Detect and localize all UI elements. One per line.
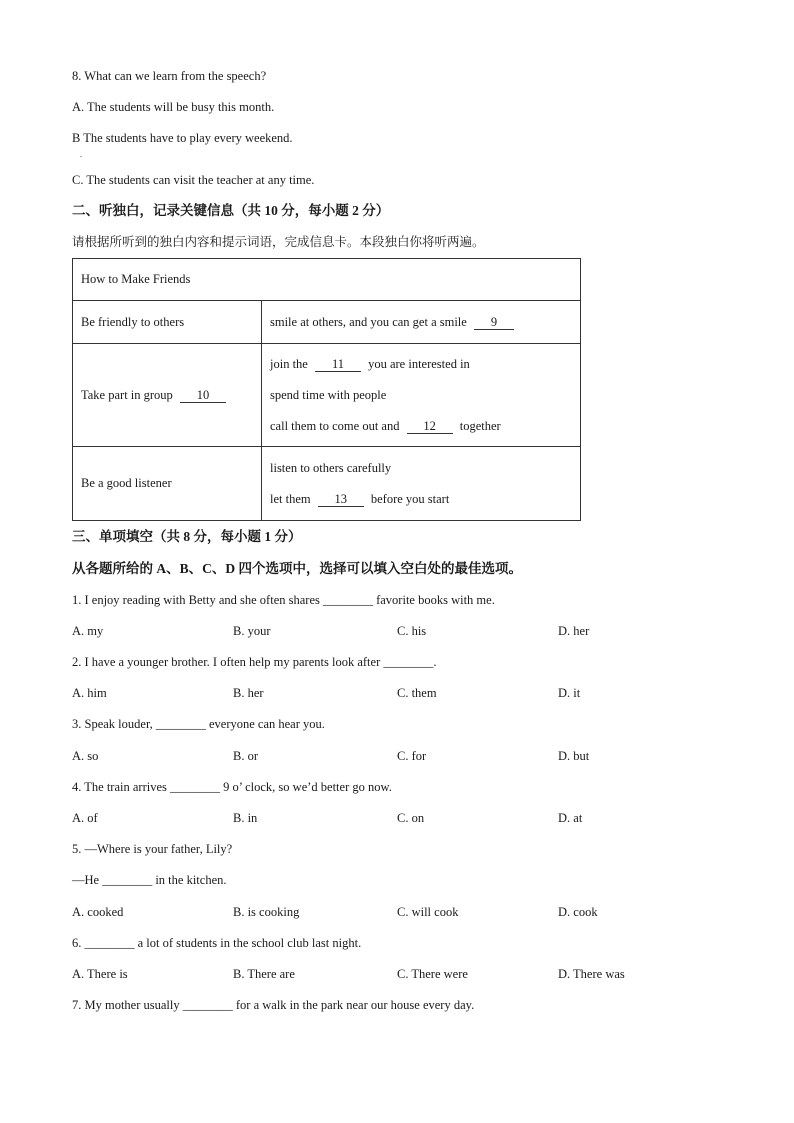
- question-8-option-b: B The students have to play every weekend.: [72, 131, 293, 145]
- question-6-option-c[interactable]: C. There were: [397, 967, 468, 981]
- section-3-instruction: 从各题所给的 A、B、C、D 四个选项中，选择可以填入空白处的最佳选项。: [72, 561, 523, 576]
- blank-12[interactable]: 12: [407, 419, 453, 434]
- question-1-option-a[interactable]: A. my: [72, 624, 104, 638]
- question-4-option-d[interactable]: D. at: [558, 811, 583, 825]
- row-3-line-2-pre: let them: [270, 491, 311, 506]
- question-4-stem: 4. The train arrives ________ 9 o’ clock, so we’d better go now.: [72, 780, 392, 794]
- question-3-option-b[interactable]: B. or: [233, 749, 258, 763]
- question-4-option-b[interactable]: B. in: [233, 811, 258, 825]
- row-3-content: [262, 447, 581, 521]
- stray-dot: .: [80, 150, 82, 159]
- section-2-instruction: 请根据所听到的独白内容和提示词语，完成信息卡。本段独白你将听两遍。: [72, 235, 485, 249]
- question-1-option-d[interactable]: D. her: [558, 624, 590, 638]
- question-5-option-c[interactable]: C. will cook: [397, 905, 459, 919]
- row-1-label: Be friendly to others: [73, 301, 262, 344]
- question-5-stem: 5. —Where is your father, Lily?: [72, 842, 233, 856]
- row-2-label-text: Take part in group: [81, 387, 173, 402]
- question-3-stem: 3. Speak louder, ________ everyone can hear you.: [72, 717, 325, 731]
- question-6-option-d[interactable]: D. There was: [558, 967, 625, 981]
- question-3-option-c[interactable]: C. for: [397, 749, 427, 763]
- question-6-option-a[interactable]: A. There is: [72, 967, 128, 981]
- row-2-line-1: [270, 349, 572, 380]
- question-5-option-d[interactable]: D. cook: [558, 905, 598, 919]
- question-3-option-a[interactable]: A. so: [72, 749, 99, 763]
- section-3-heading: 三、单项填空（共 8 分，每小题 1 分）: [72, 529, 302, 544]
- row-3-line-1: listen to others carefully: [270, 460, 392, 475]
- info-card-table: [72, 258, 581, 521]
- section-2-heading: 二、听独白，记录关键信息（共 10 分，每小题 2 分）: [72, 203, 390, 218]
- question-7-stem: 7. My mother usually ________ for a walk in the park near our house every day.: [72, 998, 475, 1012]
- row-3-line-2: [270, 484, 572, 515]
- question-1-stem: 1. I enjoy reading with Betty and she often shares ________ favorite books with me.: [72, 593, 495, 607]
- question-2-stem: 2. I have a younger brother. I often help my parents look after ________.: [72, 655, 437, 669]
- question-5-option-a[interactable]: A. cooked: [72, 905, 124, 919]
- row-2-line-3-pre: call them to come out and: [270, 418, 400, 433]
- blank-11[interactable]: 11: [315, 357, 361, 372]
- question-2-option-d[interactable]: D. it: [558, 686, 581, 700]
- question-2-option-b[interactable]: B. her: [233, 686, 264, 700]
- question-2-option-c[interactable]: C. them: [397, 686, 437, 700]
- question-5-option-b[interactable]: B. is cooking: [233, 905, 300, 919]
- question-4-option-a[interactable]: A. of: [72, 811, 98, 825]
- question-4-option-c[interactable]: C. on: [397, 811, 425, 825]
- row-3-line-2-post: before you start: [370, 491, 450, 506]
- question-1-option-b[interactable]: B. your: [233, 624, 271, 638]
- question-6-stem: 6. ________ a lot of students in the school club last night.: [72, 936, 362, 950]
- question-8-option-c: C. The students can visit the teacher at any time.: [72, 173, 315, 187]
- row-2-line-1-pre: join the: [270, 356, 308, 371]
- question-3-option-d[interactable]: D. but: [558, 749, 590, 763]
- blank-13[interactable]: 13: [318, 492, 364, 507]
- question-1-option-c[interactable]: C. his: [397, 624, 427, 638]
- row-2-label: [73, 344, 262, 447]
- question-8-option-a: A. The students will be busy this month.: [72, 100, 275, 114]
- row-2-line-3: [270, 411, 572, 442]
- row-2-content: [262, 344, 581, 447]
- row-2-line-3-post: together: [459, 418, 501, 433]
- blank-9[interactable]: 9: [474, 315, 514, 330]
- row-1-content: [262, 301, 581, 344]
- question-8-stem: 8. What can we learn from the speech?: [72, 69, 267, 83]
- question-6-option-b[interactable]: B. There are: [233, 967, 295, 981]
- row-2-line-2: spend time with people: [270, 387, 387, 402]
- question-5-stem-reply: —He ________ in the kitchen.: [72, 873, 227, 887]
- row-3-label: Be a good listener: [73, 447, 262, 521]
- row-1-text: smile at others, and you can get a smile: [270, 314, 467, 329]
- blank-10[interactable]: 10: [180, 388, 226, 403]
- info-card-title: How to Make Friends: [73, 259, 581, 301]
- question-2-option-a[interactable]: A. him: [72, 686, 107, 700]
- row-2-line-1-post: you are interested in: [368, 356, 470, 371]
